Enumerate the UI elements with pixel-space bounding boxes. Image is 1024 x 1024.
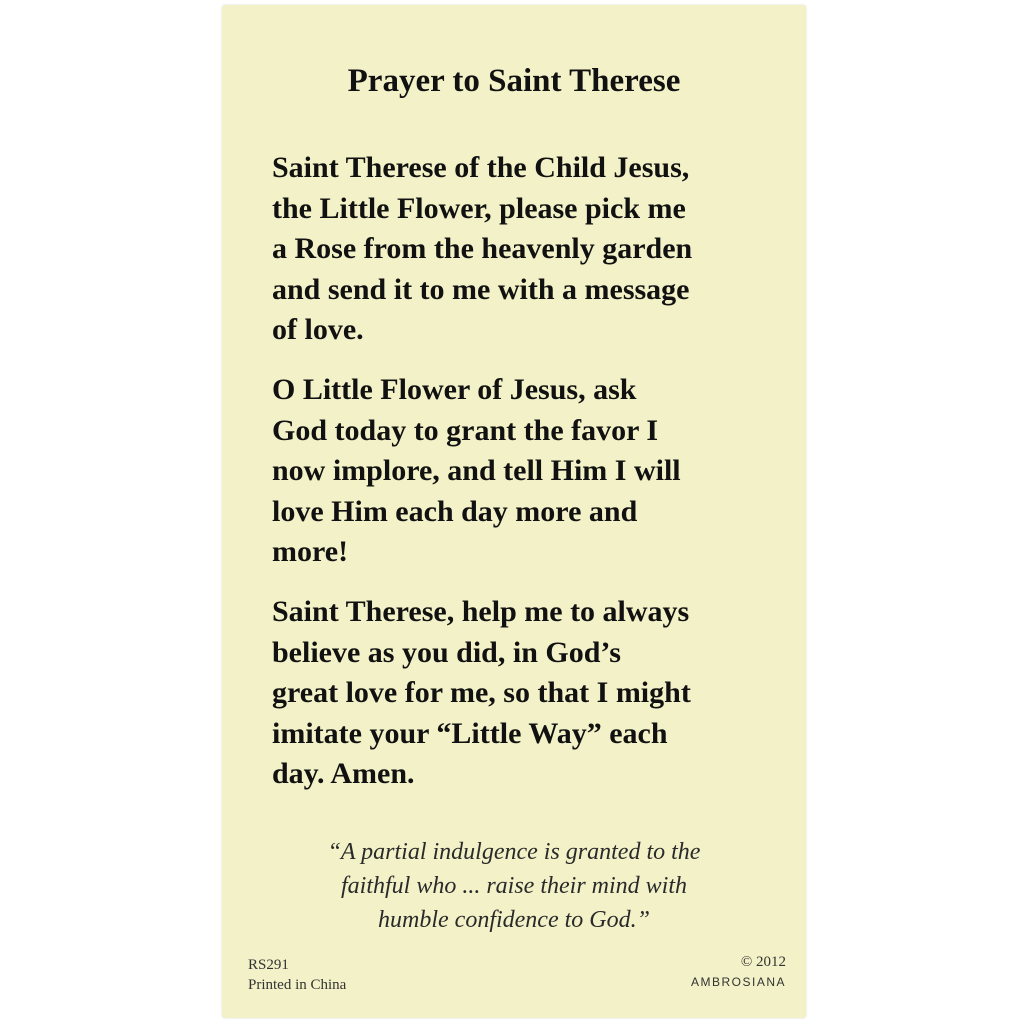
print-origin: Printed in China [248, 977, 347, 993]
paragraph-line: Saint Therese, help me to always [272, 595, 690, 628]
paragraph-line: believe as you did, in God’s [272, 635, 621, 669]
copyright-notice: © 2012 [740, 954, 786, 970]
paragraph-line: more! [272, 535, 349, 568]
prayer-paragraph-2 [272, 370, 792, 573]
quote-line: “A partial indulgence is granted to the [327, 839, 701, 865]
paragraph-line: O Little Flower of Jesus, ask [272, 373, 637, 406]
quote-line: faithful who ... raise their mind with [340, 873, 688, 899]
paragraph-line: great love for me, so that I might [272, 676, 691, 709]
publisher-info [691, 952, 786, 992]
paragraph-line: God today to grant the favor I [272, 413, 659, 447]
product-code: RS291 [248, 957, 289, 973]
paragraph-line: the Little Flower, please pick me [272, 191, 686, 225]
paragraph-line: of love. [272, 313, 364, 346]
prayer-card [222, 5, 806, 1018]
indulgence-quote [222, 835, 806, 937]
card-title: Prayer to Saint Therese [347, 63, 681, 99]
paragraph-line: now implore, and tell Him I will [272, 454, 681, 487]
print-info [248, 955, 346, 995]
paragraph-line: and send it to me with a message [272, 272, 690, 306]
prayer-paragraph-1 [272, 148, 792, 351]
publisher-name: AMBROSIANA [690, 975, 786, 989]
paragraph-line: Saint Therese of the Child Jesus, [272, 151, 690, 184]
prayer-paragraph-3 [272, 592, 792, 795]
paragraph-line: imitate your “Little Way” each [272, 716, 668, 750]
paragraph-line: a Rose from the heavenly garden [272, 232, 693, 265]
paragraph-line: day. Amen. [272, 757, 415, 790]
paragraph-line: love Him each day more and [272, 494, 638, 528]
quote-line: humble confidence to God.” [378, 907, 650, 933]
